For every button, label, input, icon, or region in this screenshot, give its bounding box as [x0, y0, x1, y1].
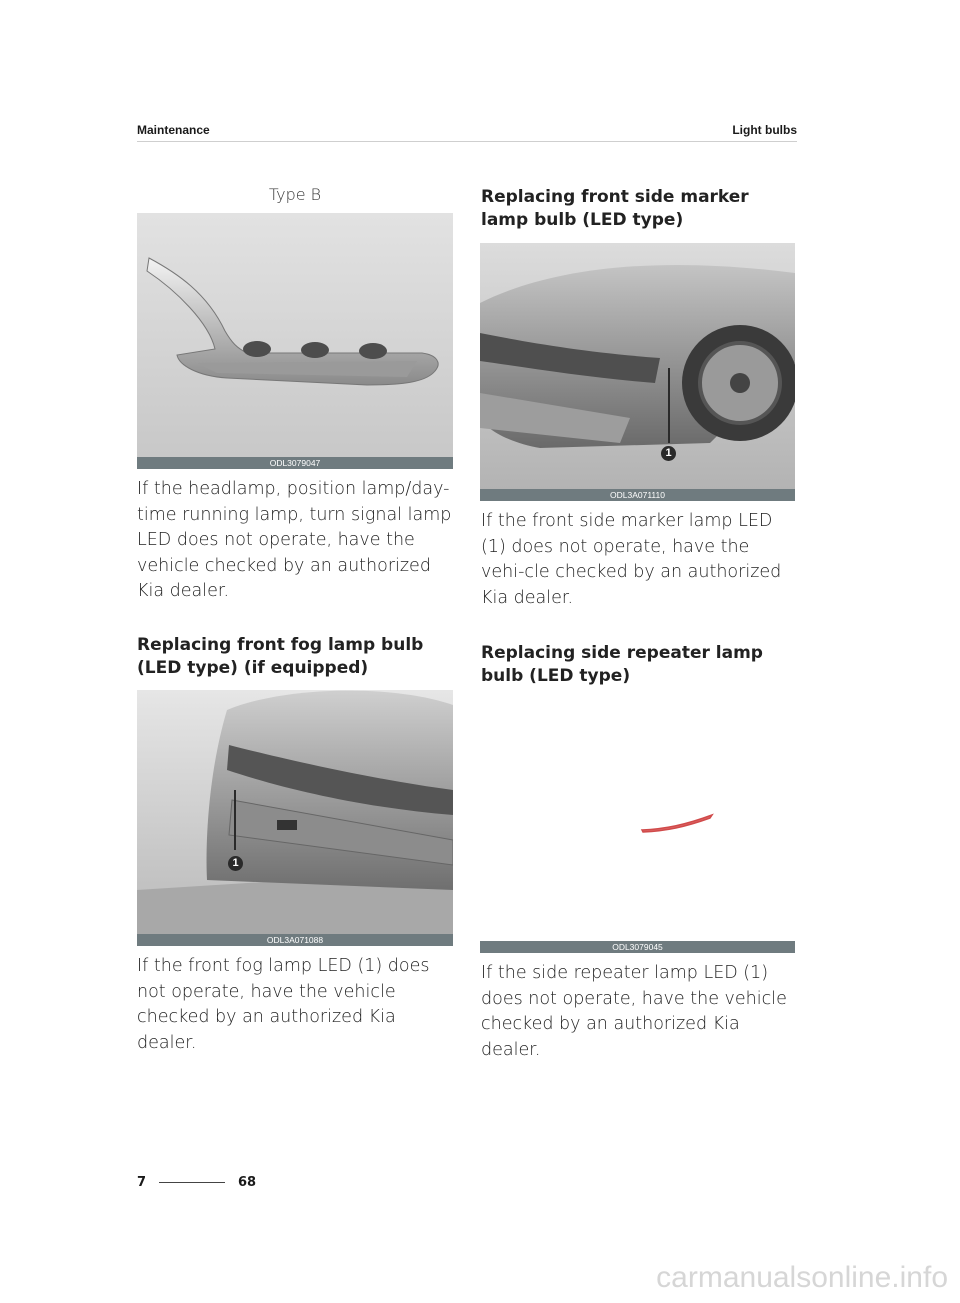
figure-code: ODL3A071110: [480, 489, 795, 501]
headlamp-paragraph: If the headlamp, position lamp/day-time running lamp, turn signal lamp LED does not operate, have the vehicle checked by an authorized Kia dealer.: [137, 479, 452, 601]
watermark: carmanualsonline.info: [656, 1261, 948, 1294]
side-marker-figure: [480, 243, 795, 501]
header-section-title: Maintenance: [137, 123, 210, 137]
side-repeater-figure: [480, 697, 795, 953]
side-marker-illustration: [480, 243, 795, 489]
callout-leader-line: [668, 368, 670, 443]
chapter-number: 7: [137, 1175, 147, 1190]
figure-code: ODL3079045: [480, 941, 795, 953]
side-marker-heading: Replacing front side marker lamp bulb (LED type): [481, 187, 749, 230]
headlamp-illustration: [137, 213, 453, 457]
header-chapter-title: Light bulbs: [732, 123, 797, 137]
page-number: 68: [238, 1175, 257, 1190]
fog-lamp-illustration: [137, 690, 453, 934]
figure-code: ODL3079047: [137, 457, 453, 469]
footer-divider: [159, 1182, 225, 1183]
side-repeater-heading: Replacing side repeater lamp bulb (LED type): [481, 643, 763, 686]
header-divider: [137, 141, 797, 142]
fog-lamp-heading: Replacing front fog lamp bulb (LED type) (if equipped): [137, 635, 424, 678]
fog-lamp-figure: [137, 690, 453, 946]
callout-1: 1: [661, 446, 676, 461]
side-marker-paragraph: If the front side marker lamp LED (1) does not operate, have the vehi-cle checked by an authorized Kia dealer.: [481, 511, 782, 608]
callout-leader-line: [234, 790, 236, 850]
side-repeater-illustration: [480, 697, 795, 941]
side-repeater-paragraph: If the side repeater lamp LED (1) does not operate, have the vehicle checked by an authorized Kia dealer.: [481, 963, 787, 1060]
headlamp-figure: [137, 213, 453, 469]
fog-lamp-paragraph: If the front fog lamp LED (1) does not operate, have the vehicle checked by an authorized Kia dealer.: [137, 956, 430, 1053]
figure-code: ODL3A071088: [137, 934, 453, 946]
type-label: Type B: [268, 185, 322, 204]
callout-1: 1: [228, 856, 243, 871]
